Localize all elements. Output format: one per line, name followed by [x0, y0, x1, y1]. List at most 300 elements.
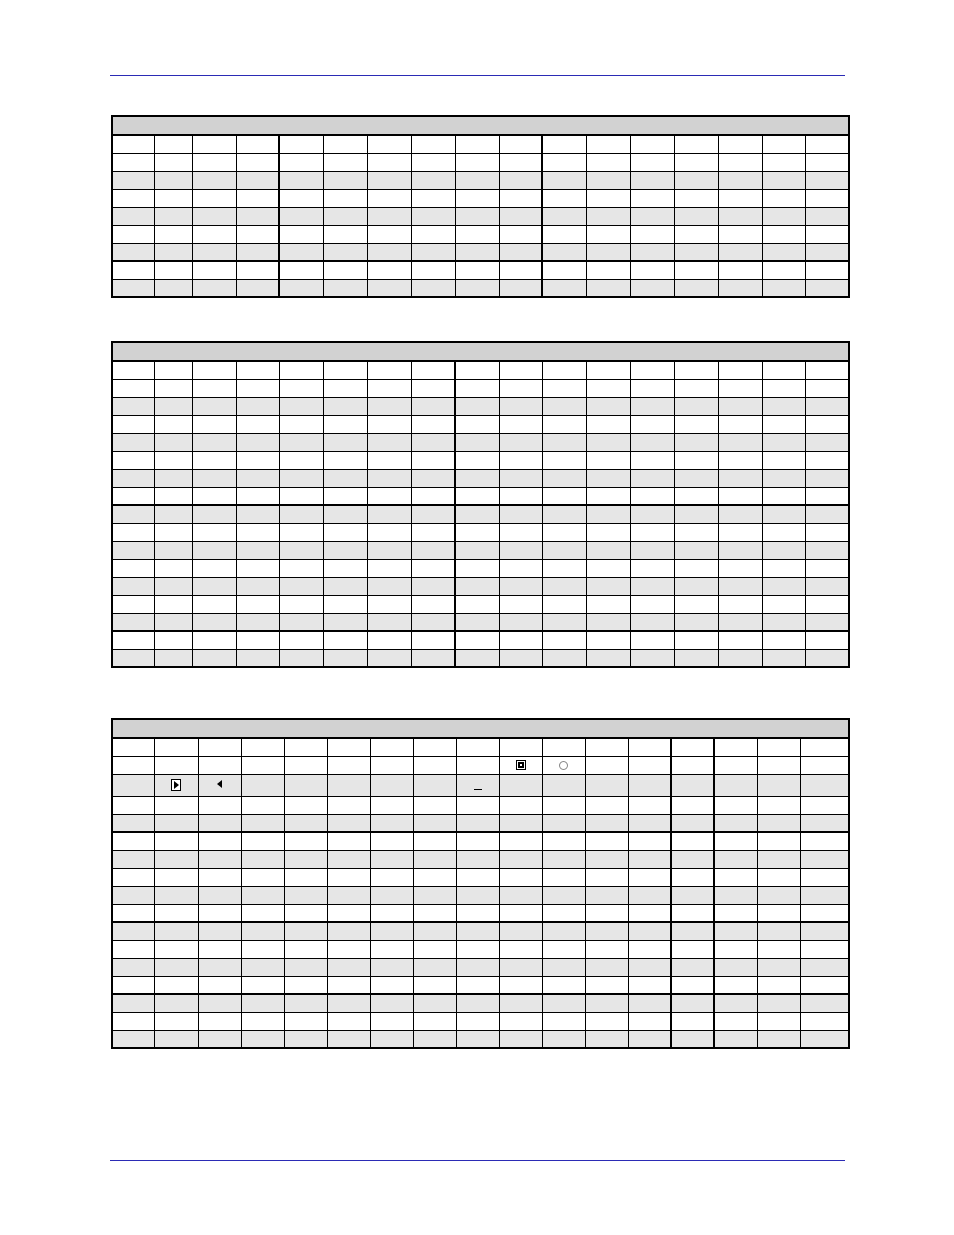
table-cell [631, 189, 675, 207]
table-cell [236, 415, 279, 433]
table-cell [154, 976, 198, 994]
table-cell [585, 850, 628, 868]
table-cell [456, 994, 499, 1012]
table-cell [455, 649, 499, 667]
table-cell [499, 904, 542, 922]
table-cell [198, 976, 241, 994]
table-cell [631, 379, 675, 397]
table-cell [585, 738, 628, 756]
table-cell [542, 397, 586, 415]
table-cell [241, 738, 284, 756]
table-cell [154, 886, 198, 904]
table-cell [112, 207, 154, 225]
table-cell [587, 631, 631, 649]
table-cell [456, 1012, 499, 1030]
table-cell [800, 814, 849, 832]
table-cell [198, 796, 241, 814]
table-cell [675, 613, 719, 631]
table-cell [763, 279, 806, 297]
table-cell [587, 595, 631, 613]
table-cell [413, 958, 456, 976]
table-cell [241, 1012, 284, 1030]
table-cell [671, 774, 714, 796]
table-cell [499, 243, 542, 261]
table-cell [112, 796, 154, 814]
table-cell [714, 1012, 757, 1030]
table-cell [367, 487, 411, 505]
table-cell [631, 433, 675, 451]
table-cell [279, 207, 323, 225]
table-cell [763, 577, 806, 595]
table-cell [112, 613, 154, 631]
table-cell [279, 171, 323, 189]
table-cell [154, 433, 192, 451]
table-cell [198, 756, 241, 774]
table-cell [236, 631, 279, 649]
table-cell [327, 1012, 370, 1030]
table-cell [367, 505, 411, 523]
table-row [112, 994, 849, 1012]
table-cell [800, 940, 849, 958]
table-cell [499, 850, 542, 868]
table-cell [413, 814, 456, 832]
table-row [112, 850, 849, 868]
table-cell [455, 505, 499, 523]
table-cell [241, 976, 284, 994]
table-cell [112, 451, 154, 469]
table-cell [456, 940, 499, 958]
table-cell [112, 505, 154, 523]
table-cell [370, 922, 413, 940]
table-cell [763, 243, 806, 261]
table-cell [327, 994, 370, 1012]
table-cell [456, 796, 499, 814]
table-cell [236, 135, 279, 153]
table-cell [675, 469, 719, 487]
table-cell [806, 379, 849, 397]
table-cell [284, 958, 327, 976]
table-row [112, 225, 849, 243]
table-cell [411, 559, 455, 577]
table-cell [719, 523, 763, 541]
header-rule [110, 75, 845, 76]
table-cell [714, 904, 757, 922]
table-cell [628, 868, 671, 886]
table-cell [585, 814, 628, 832]
table-cell [370, 1030, 413, 1048]
table-cell [327, 940, 370, 958]
table-cell [112, 469, 154, 487]
table-cell [236, 487, 279, 505]
table-cell [631, 577, 675, 595]
table-cell [192, 415, 236, 433]
table-cell [499, 487, 542, 505]
table-cell [279, 415, 323, 433]
checkbox-cell[interactable] [499, 756, 542, 774]
table-cell [719, 505, 763, 523]
table-cell [241, 756, 284, 774]
table-cell [587, 415, 631, 433]
table-cell [198, 832, 241, 850]
table-cell [675, 433, 719, 451]
table-cell [757, 796, 800, 814]
table-row [112, 904, 849, 922]
table-cell [714, 868, 757, 886]
play-right-icon[interactable] [171, 779, 181, 791]
table-cell [198, 868, 241, 886]
table-row [112, 505, 849, 523]
table-row [112, 415, 849, 433]
table-cell [192, 361, 236, 379]
play-left-cell[interactable] [198, 774, 241, 796]
table-cell [763, 189, 806, 207]
table-cell [763, 379, 806, 397]
table-cell [757, 904, 800, 922]
table-row [112, 649, 849, 667]
table-cell [411, 523, 455, 541]
table-cell [112, 814, 154, 832]
table-cell [198, 994, 241, 1012]
table-cell [456, 1030, 499, 1048]
table-cell [714, 958, 757, 976]
table-cell [499, 774, 542, 796]
table-cell [499, 261, 542, 279]
table-cell [542, 958, 585, 976]
table-cell [587, 135, 631, 153]
table-cell [499, 135, 542, 153]
table-cell [411, 171, 455, 189]
table-cell [279, 433, 323, 451]
table-cell [192, 595, 236, 613]
table-cell [763, 397, 806, 415]
table-cell [413, 976, 456, 994]
table-cell [112, 577, 154, 595]
table-row [112, 397, 849, 415]
table-cell [284, 922, 327, 940]
table-cell [241, 850, 284, 868]
table-cell [455, 613, 499, 631]
table-cell [370, 814, 413, 832]
table-cell [542, 577, 586, 595]
table-cell [719, 631, 763, 649]
table-cell [675, 397, 719, 415]
table-cell [327, 1030, 370, 1048]
table-cell [542, 738, 585, 756]
table-cell [367, 415, 411, 433]
table-cell [542, 1030, 585, 1048]
table-cell [367, 469, 411, 487]
table-cell [542, 361, 586, 379]
table-cell [499, 451, 542, 469]
table-cell [806, 261, 849, 279]
table-cell [154, 505, 192, 523]
table-cell [542, 774, 585, 796]
table-cell [671, 940, 714, 958]
table-cell [112, 225, 154, 243]
table-cell [413, 940, 456, 958]
table-cell [587, 451, 631, 469]
table-cell [154, 796, 198, 814]
table-cell [154, 279, 192, 297]
table-cell [413, 756, 456, 774]
table-cell [367, 189, 411, 207]
table-cell [499, 415, 542, 433]
table-cell [456, 886, 499, 904]
table-cell [587, 487, 631, 505]
table-cell [284, 886, 327, 904]
table-row [112, 868, 849, 886]
table-cell [192, 469, 236, 487]
table-cell [279, 577, 323, 595]
table-cell [542, 523, 586, 541]
table-cell [279, 469, 323, 487]
table-cell [499, 796, 542, 814]
table-cell [628, 814, 671, 832]
table-cell [542, 451, 586, 469]
table-title-row [112, 116, 849, 135]
table-cell [236, 207, 279, 225]
table-cell [499, 958, 542, 976]
table-cell [499, 379, 542, 397]
table-cell [675, 577, 719, 595]
table-cell [628, 1030, 671, 1048]
table-cell [675, 451, 719, 469]
table-cell [323, 135, 367, 153]
table-cell [499, 631, 542, 649]
table-cell [757, 1012, 800, 1030]
table-cell [542, 469, 586, 487]
table-cell [806, 631, 849, 649]
table-cell [714, 774, 757, 796]
table-cell [806, 279, 849, 297]
table-cell [587, 361, 631, 379]
table-cell [763, 433, 806, 451]
table-row [112, 613, 849, 631]
table-cell [542, 261, 586, 279]
table-cell [279, 135, 323, 153]
table-cell [800, 868, 849, 886]
table-cell [542, 631, 586, 649]
table-cell [284, 904, 327, 922]
table-cell [587, 541, 631, 559]
table-cell [675, 505, 719, 523]
table-cell [236, 577, 279, 595]
table-row [112, 189, 849, 207]
table-cell [806, 153, 849, 171]
table-cell [284, 756, 327, 774]
table-cell [323, 613, 367, 631]
underscore-icon [474, 789, 482, 790]
table-cell [587, 469, 631, 487]
table-cell [323, 631, 367, 649]
table-cell [154, 397, 192, 415]
table-cell [236, 261, 279, 279]
table-cell [154, 756, 198, 774]
table-cell [192, 171, 236, 189]
table-cell [757, 868, 800, 886]
table-row [112, 631, 849, 649]
table-cell [284, 976, 327, 994]
table-cell [154, 379, 192, 397]
table-cell [499, 886, 542, 904]
table-row [112, 832, 849, 850]
table-cell [455, 379, 499, 397]
table-cell [323, 397, 367, 415]
table-cell [154, 469, 192, 487]
table-cell [192, 487, 236, 505]
table-cell [499, 577, 542, 595]
table-cell [671, 850, 714, 868]
table-cell [112, 523, 154, 541]
table-cell [370, 832, 413, 850]
table-cell [236, 189, 279, 207]
table-cell [236, 279, 279, 297]
table-cell [455, 225, 499, 243]
table-cell [542, 994, 585, 1012]
table-cell [763, 613, 806, 631]
table-cell [154, 577, 192, 595]
table-cell [719, 469, 763, 487]
table-cell [236, 379, 279, 397]
table-cell [327, 814, 370, 832]
table-cell [628, 738, 671, 756]
table-cell [154, 135, 192, 153]
table-cell [284, 1012, 327, 1030]
table-cell [112, 415, 154, 433]
table-cell [112, 940, 154, 958]
table-cell [154, 738, 198, 756]
table-cell [284, 774, 327, 796]
table-cell [198, 850, 241, 868]
table-cell [241, 940, 284, 958]
table-cell [499, 814, 542, 832]
table-cell [542, 505, 586, 523]
table-cell [585, 886, 628, 904]
table-cell [542, 433, 586, 451]
table-cell [714, 1030, 757, 1048]
table-cell [671, 904, 714, 922]
table-cell [671, 832, 714, 850]
table-cell [714, 922, 757, 940]
table-cell [455, 153, 499, 171]
table-cell [763, 171, 806, 189]
table-cell [370, 940, 413, 958]
table-cell [763, 541, 806, 559]
table-row [112, 774, 849, 796]
table-cell [279, 613, 323, 631]
table-cell [198, 1012, 241, 1030]
table-cell [323, 261, 367, 279]
table-cell [411, 397, 455, 415]
table-row [112, 279, 849, 297]
table-cell [763, 451, 806, 469]
table-row [112, 796, 849, 814]
table-cell [370, 1012, 413, 1030]
table-cell [499, 1012, 542, 1030]
table-cell [806, 361, 849, 379]
table-cell [628, 1012, 671, 1030]
table-cell [367, 541, 411, 559]
table-cell [367, 207, 411, 225]
table-cell [587, 379, 631, 397]
table-cell [456, 738, 499, 756]
table-cell [757, 886, 800, 904]
table-cell [499, 225, 542, 243]
table-cell [236, 595, 279, 613]
table-cell [675, 207, 719, 225]
table-cell [757, 850, 800, 868]
table-cell [367, 451, 411, 469]
table-cell [279, 559, 323, 577]
table-cell [411, 261, 455, 279]
table-cell [542, 243, 586, 261]
table-cell [806, 595, 849, 613]
checkbox-icon[interactable] [516, 760, 526, 770]
table-cell [542, 541, 586, 559]
table-row [112, 886, 849, 904]
table-cell [587, 649, 631, 667]
table-cell [154, 189, 192, 207]
table-cell [675, 153, 719, 171]
table-cell [241, 868, 284, 886]
radio-cell[interactable] [542, 756, 585, 774]
table-cell [719, 433, 763, 451]
play-left-icon[interactable] [215, 779, 225, 791]
table-cell [806, 189, 849, 207]
table-cell [236, 361, 279, 379]
table-cell [631, 261, 675, 279]
table-cell [370, 738, 413, 756]
table-cell [112, 958, 154, 976]
table-cell [585, 976, 628, 994]
table-cell [585, 868, 628, 886]
table-cell [279, 487, 323, 505]
table-cell [112, 774, 154, 796]
table-cell [499, 153, 542, 171]
table-cell [587, 261, 631, 279]
table-cell [154, 415, 192, 433]
table-cell [279, 279, 323, 297]
table-cell [198, 814, 241, 832]
table-cell [542, 595, 586, 613]
table-cell [719, 559, 763, 577]
table-cell [719, 595, 763, 613]
table-title [112, 116, 849, 135]
table-cell [499, 189, 542, 207]
table-cell [279, 261, 323, 279]
table-cell [192, 577, 236, 595]
table-cell [671, 958, 714, 976]
table-cell [671, 886, 714, 904]
table-cell [411, 469, 455, 487]
table-cell [631, 279, 675, 297]
table-cell [542, 1012, 585, 1030]
table-row [112, 756, 849, 774]
table-cell [763, 487, 806, 505]
play-right-cell[interactable] [154, 774, 198, 796]
table-cell [323, 559, 367, 577]
table-cell [154, 868, 198, 886]
table-cell [154, 243, 192, 261]
table-row [112, 171, 849, 189]
table-cell [241, 832, 284, 850]
radio-icon[interactable] [559, 761, 568, 770]
table-cell [411, 361, 455, 379]
table-cell [284, 868, 327, 886]
table-cell [112, 397, 154, 415]
table-cell [585, 904, 628, 922]
table-cell [112, 886, 154, 904]
